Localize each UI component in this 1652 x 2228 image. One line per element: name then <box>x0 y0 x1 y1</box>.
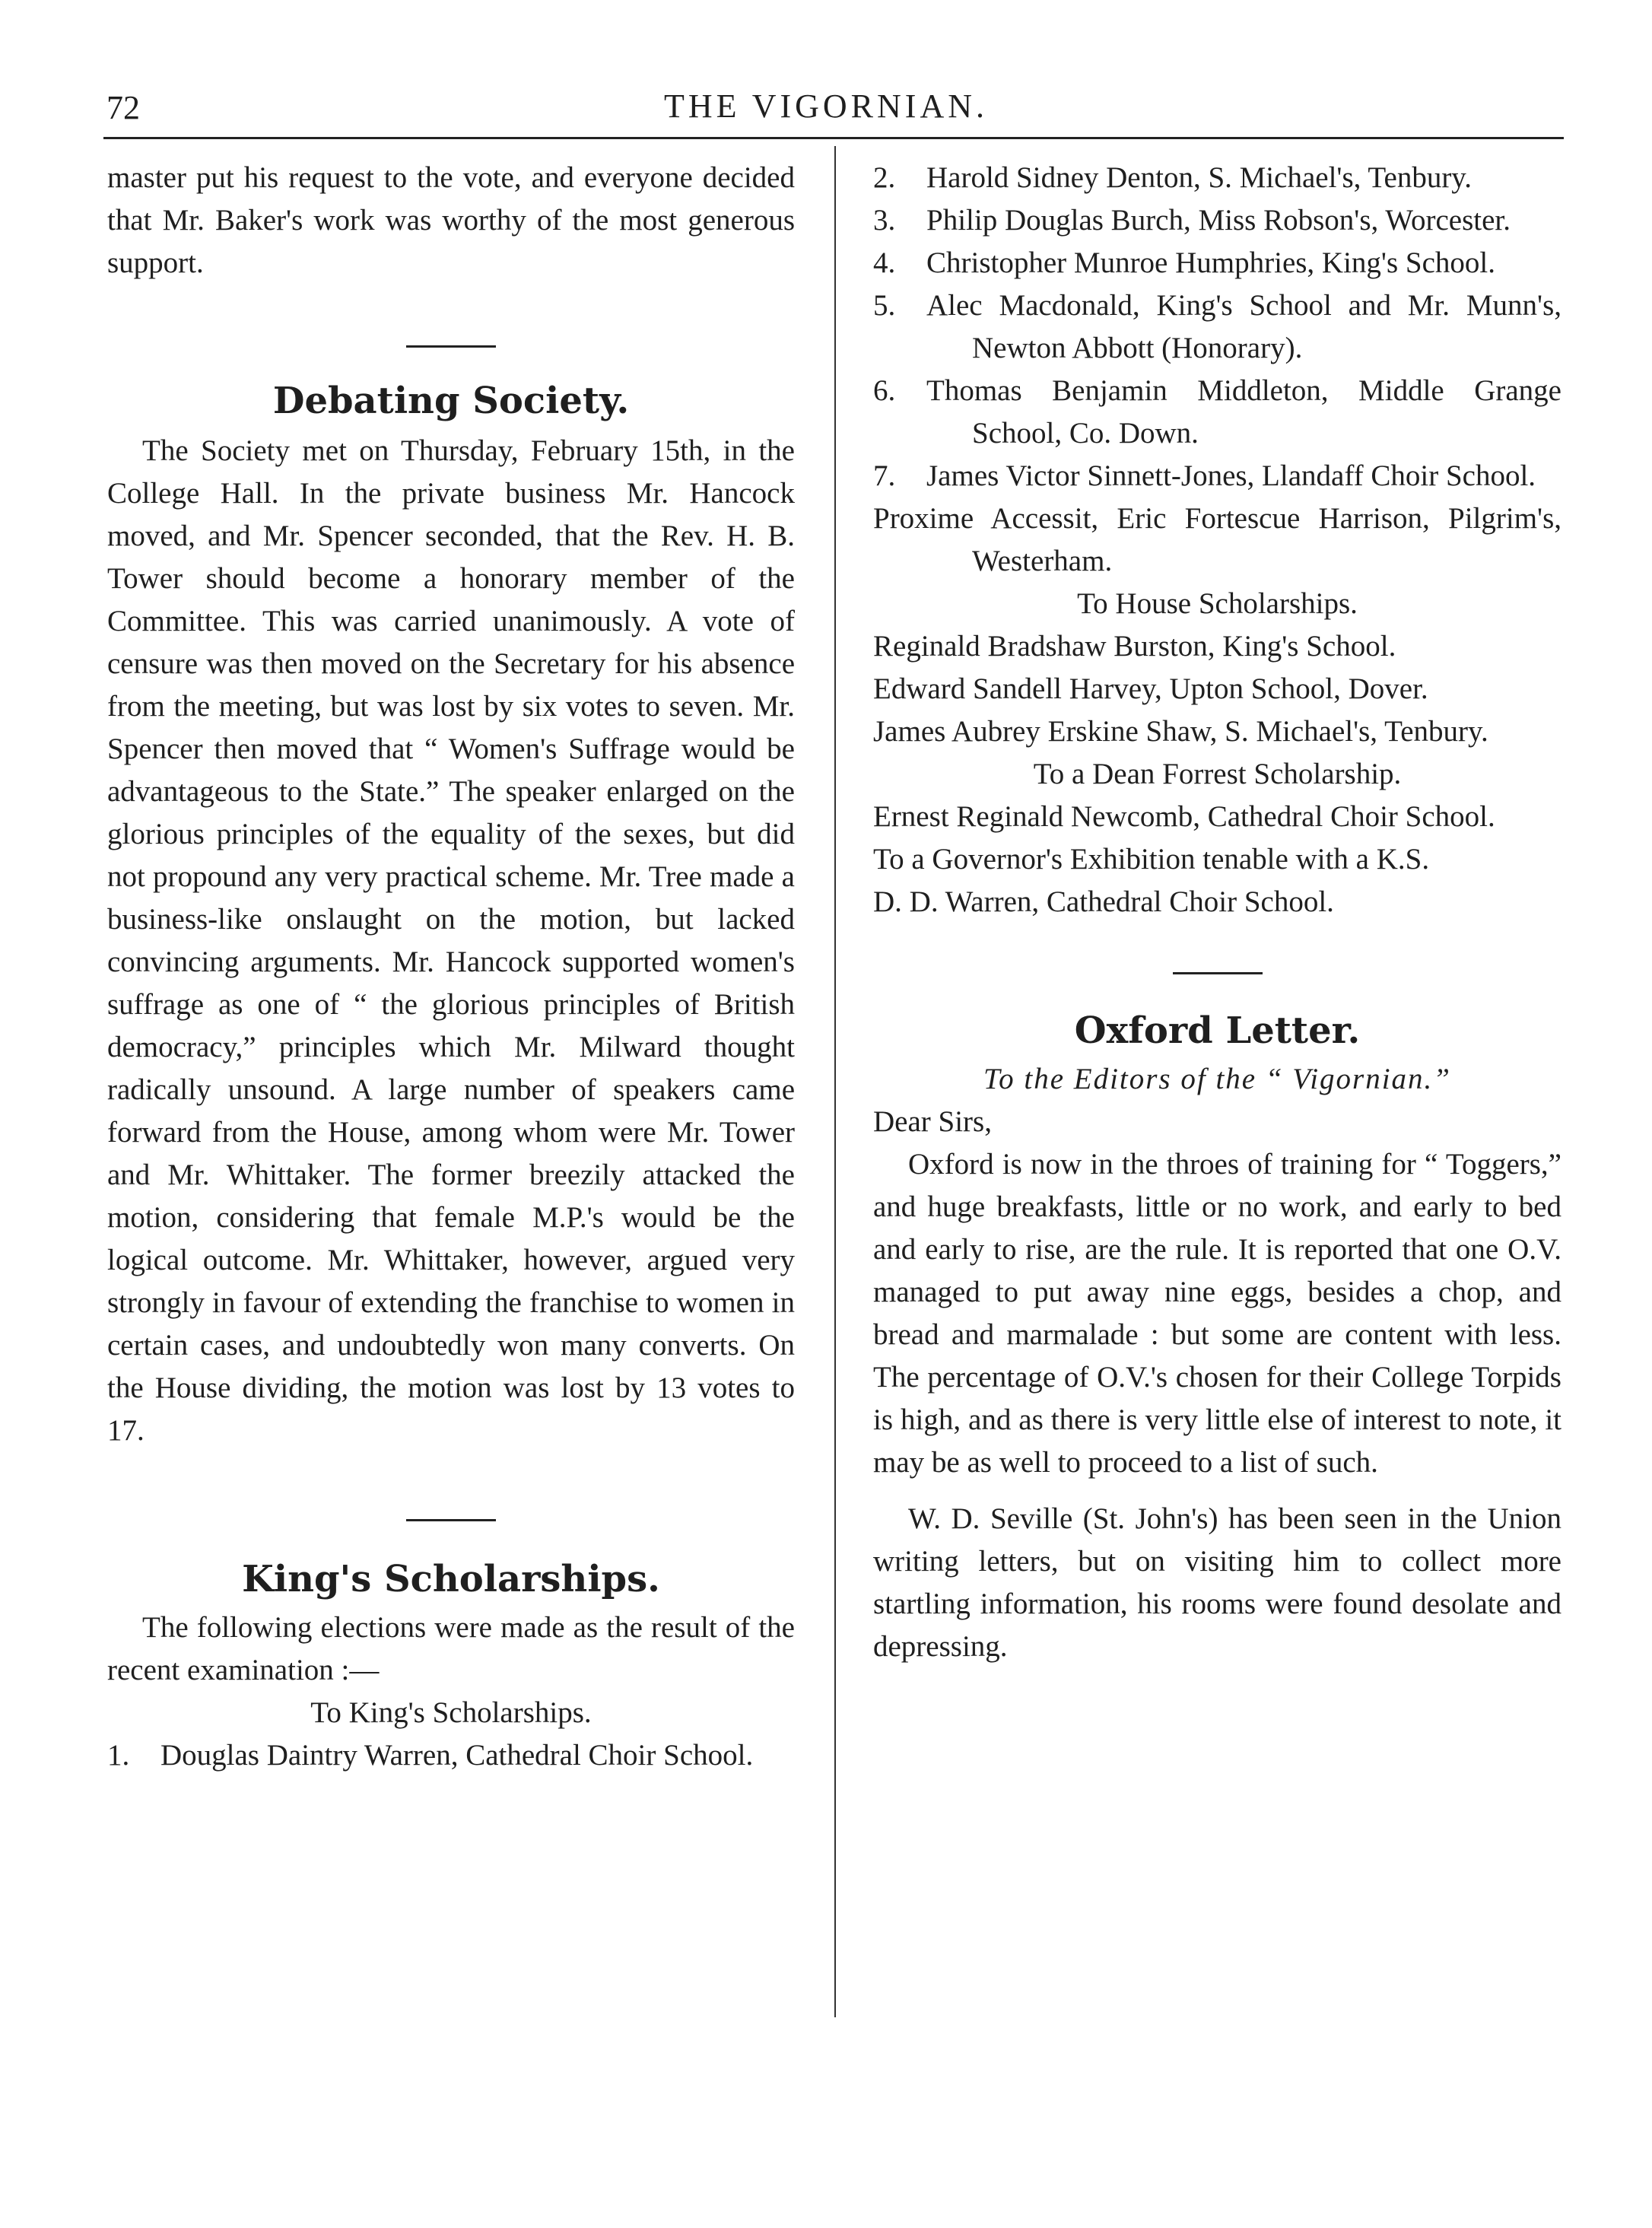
scholarship-item <box>873 455 1561 497</box>
running-title: THE VIGORNIAN. <box>663 87 989 125</box>
kings-scholarships-subheading: To King's Scholarships. <box>310 1696 592 1729</box>
oxford-letter-paragraph: W. D. Seville (St. John's) has been seen in the Union writing letters, but on visiting him to collect more startling information, his rooms were found desolate and depressing. <box>873 1502 1561 1663</box>
kings-scholarships-intro: The following elections were made as the result of the recent examination :— <box>107 1611 795 1686</box>
section-rule <box>406 1519 496 1521</box>
scholarship-item <box>873 242 1561 284</box>
scholarship-item <box>873 370 1561 455</box>
debating-society-body: The Society met on Thursday, February 15th, in the College Hall. In the private business Mr. Hancock moved, and Mr. Spencer seconded, that the Rev. H. B. Tower should become a honorary member of the Committee. This was carried unanimously. A vote of censure was then moved on the Secretary for his absence from the meeting, but was lost by six votes to seven. Mr. Spencer then moved that “ Women's Suffrage would be advantageous to the State.” The speaker enlarged on the glorious principles of the equality of the sexes, but did not propound any very practical scheme. Mr. Tree made a business-like onslaught on the motion, but lacked convincing arguments. Mr. Hancock supported women's suffrage as one of “ the glorious principles of British democracy,” principles which Mr. Milward thought radically unsound. A large number of speakers came forward from the House, among whom were Mr. Tower and Mr. Whittaker. The former breezily attacked the motion, considering that female M.P.'s would be the logical outcome. Mr. Whittaker, however, argued very strongly in favour of extending the franchise to women in certain cases, and undoubtedly won many converts. On the House dividing, the motion was lost by 13 votes to 17. <box>107 434 795 1447</box>
item-text: Philip Douglas Burch, Miss Robson's, Worcester. <box>926 204 1511 237</box>
scholarship-item <box>873 284 1561 370</box>
debating-society-heading: Debating Society. <box>272 380 630 422</box>
scholarship-item <box>873 157 1561 199</box>
kings-scholarships-heading: King's Scholarships. <box>242 1558 660 1600</box>
section-rule <box>1173 972 1263 974</box>
item-text: Thomas Benjamin Middleton, Middle Grange School, Co. Down. <box>926 374 1561 450</box>
item-text: Christopher Munroe Humphries, King's School. <box>926 246 1495 279</box>
house-scholar: Edward Sandell Harvey, Upton School, Dover. <box>873 672 1428 705</box>
proxime-accessit: Proxime Accessit, Eric Fortescue Harrison, Pilgrim's, Westerham. <box>873 502 1561 577</box>
item-number: 2. <box>873 161 896 194</box>
dean-forrest-scholar: Ernest Reginald Newcomb, Cathedral Choir School. <box>873 800 1495 833</box>
oxford-letter-address: To the Editors of the “ Vigornian.” <box>983 1063 1451 1095</box>
item-number: 7. <box>873 459 896 492</box>
item-number: 1. <box>107 1739 130 1772</box>
carryover-paragraph: master put his request to the vote, and everyone decided that Mr. Baker's work was worthy of the most generous support. <box>107 161 795 279</box>
item-number: 4. <box>873 246 896 279</box>
oxford-letter-heading: Oxford Letter. <box>1074 1009 1361 1052</box>
item-text: James Victor Sinnett-Jones, Llandaff Choir School. <box>926 459 1536 492</box>
house-scholar: James Aubrey Erskine Shaw, S. Michael's, Tenbury. <box>873 715 1488 748</box>
page-number: 72 <box>106 89 140 126</box>
item-text: Harold Sidney Denton, S. Michael's, Tenbury. <box>926 161 1473 194</box>
left-column <box>107 157 795 1777</box>
scholarship-item <box>107 1734 795 1777</box>
section-rule <box>406 345 496 348</box>
right-column <box>873 157 1561 1668</box>
house-scholar: Reginald Bradshaw Burston, King's School. <box>873 630 1396 663</box>
house-scholarships-subheading: To House Scholarships. <box>1077 587 1358 620</box>
item-text: Alec Macdonald, King's School and Mr. Munn's, Newton Abbott (Honorary). <box>926 289 1561 364</box>
dean-forrest-subheading: To a Dean Forrest Scholarship. <box>1033 758 1402 790</box>
item-number: 6. <box>873 374 896 407</box>
column-divider <box>834 146 836 2017</box>
governors-exhibition-line: To a Governor's Exhibition tenable with a K.S. <box>873 843 1430 876</box>
oxford-letter-salutation: Dear Sirs, <box>873 1105 992 1138</box>
governors-exhibition-scholar: D. D. Warren, Cathedral Choir School. <box>873 885 1334 918</box>
header-rule <box>103 137 1564 139</box>
item-text: Douglas Daintry Warren, Cathedral Choir School. <box>160 1739 754 1772</box>
item-number: 5. <box>873 289 896 322</box>
scholarship-item <box>873 199 1561 242</box>
oxford-letter-paragraph: Oxford is now in the throes of training for “ Toggers,” and huge breakfasts, little or no work, and early to bed and early to rise, are the rule. It is reported that one O.V. managed to put away nine eggs, besides a chop, and bread and marmalade : but some are content with less. The percentage of O.V.'s chosen for their College Torpids is high, and as there is very little else of interest to note, it may be as well to proceed to a list of such. <box>873 1148 1561 1479</box>
item-number: 3. <box>873 204 896 237</box>
